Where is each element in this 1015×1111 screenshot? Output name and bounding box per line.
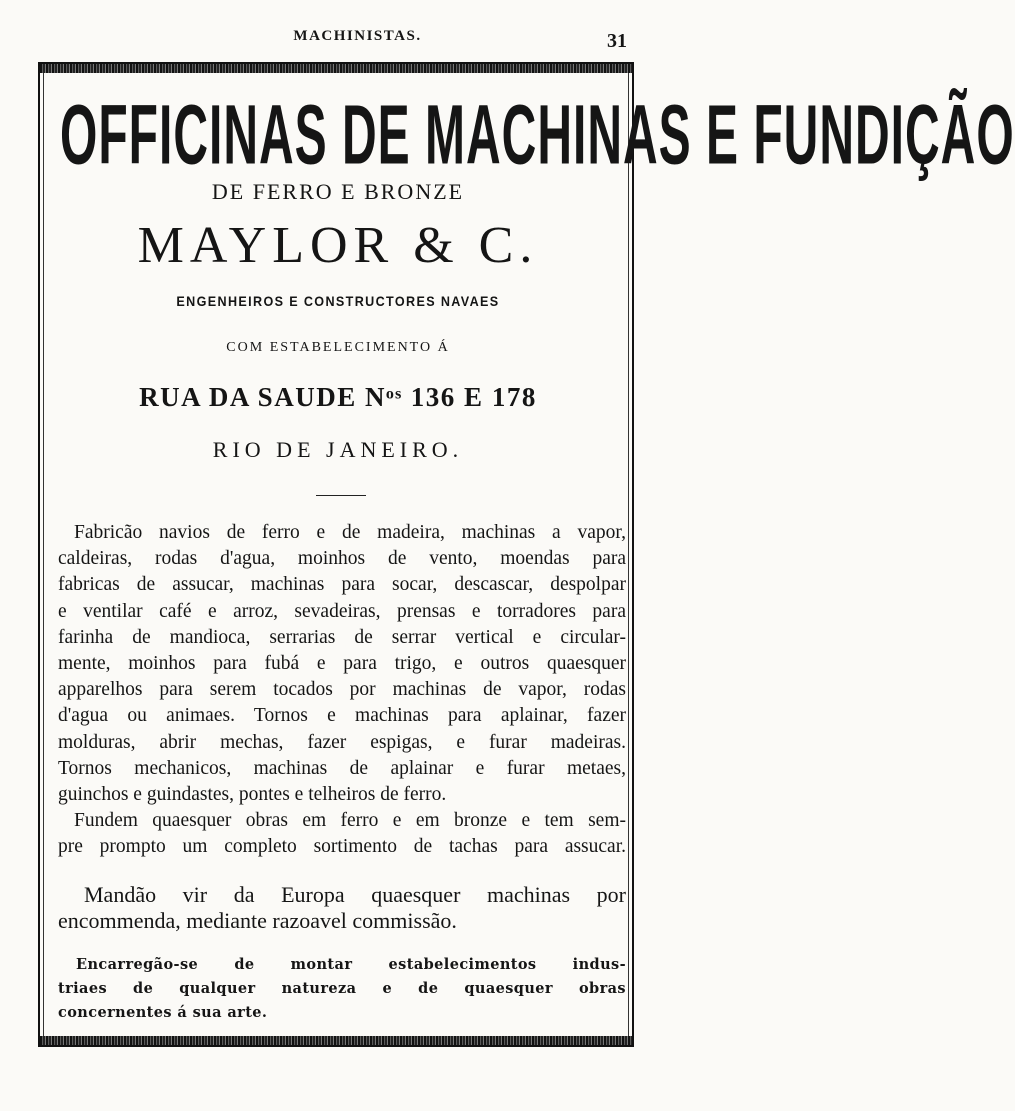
text-line: Fundem quaesquer obras em ferro e em bronze e tem sem- [74,810,626,832]
text-line: guinchos e guindastes, pontes e telheiros de ferro. [58,784,447,806]
text-line: farinha de mandioca, serrarias de serrar vertical e circular- [58,626,626,648]
street-address: RUA DA SAUDE Nᵒˢ 136 E 178 [139,382,537,412]
text-line: mente, moinhos para fubá e para trigo, e outros quaesquer [58,653,626,675]
company-name: MAYLOR & C. [137,217,539,274]
text-line: e ventilar café e arroz, sevadeiras, prensas e torradores para [58,600,626,622]
running-title: MACHINISTAS. [293,28,422,44]
text-line: triaes de qualquer natureza e de quaesquer obras [58,980,626,997]
text-line: Fabricão navios de ferro e de madeira, machinas a vapor, [74,522,626,543]
text-line: molduras, abrir mechas, fazer espigas, e furar madeiras. [58,731,626,753]
text-line: fabricas de assucar, machinas para socar, descascar, despolpar [58,574,626,596]
advertisement-frame [38,62,1015,1047]
text-line: d'agua ou animaes. Tornos e machinas para aplainar, fazer [58,705,626,727]
installation-text [58,953,626,1025]
text-line: Tornos mechanicos, machinas de aplainar e furar metaes, [58,757,626,779]
advert-headline: OFFICINAS DE MACHINAS E FUNDIÇÃO [60,89,1015,183]
text-line: Encarregão-se de montar estabelecimentos indus- [76,956,626,973]
profession-line: ENGENHEIROS E CONSTRUCTORES NAVAES [176,293,500,309]
advert-subheadline: DE FERRO E BRONZE [211,179,465,204]
ornamental-border-bottom [40,1036,632,1045]
text-line: Mandão vir da Europa quaesquer machinas por [84,882,626,907]
running-head [0,28,715,58]
text-line: pre prompto um completo sortimento de tachas para assucar. [58,836,626,858]
separator-rule [316,495,366,496]
paragraph-foundry [58,808,626,860]
establishment-line: COM ESTABELECIMENTO Á [226,340,450,355]
city-name: RIO DE JANEIRO. [212,437,464,462]
services-text [58,520,626,861]
text-line: concernentes á sua arte. [58,1004,268,1021]
page-number: 31 [607,30,627,52]
paragraph-services [58,520,626,808]
text-line: encommenda, mediante razoavel commissão. [58,908,457,933]
text-line: caldeiras, rodas d'agua, moinhos de vento, moendas para [58,548,626,570]
import-text [58,882,626,934]
text-line: apparelhos para serem tocados por machinas de vapor, rodas [58,679,626,701]
